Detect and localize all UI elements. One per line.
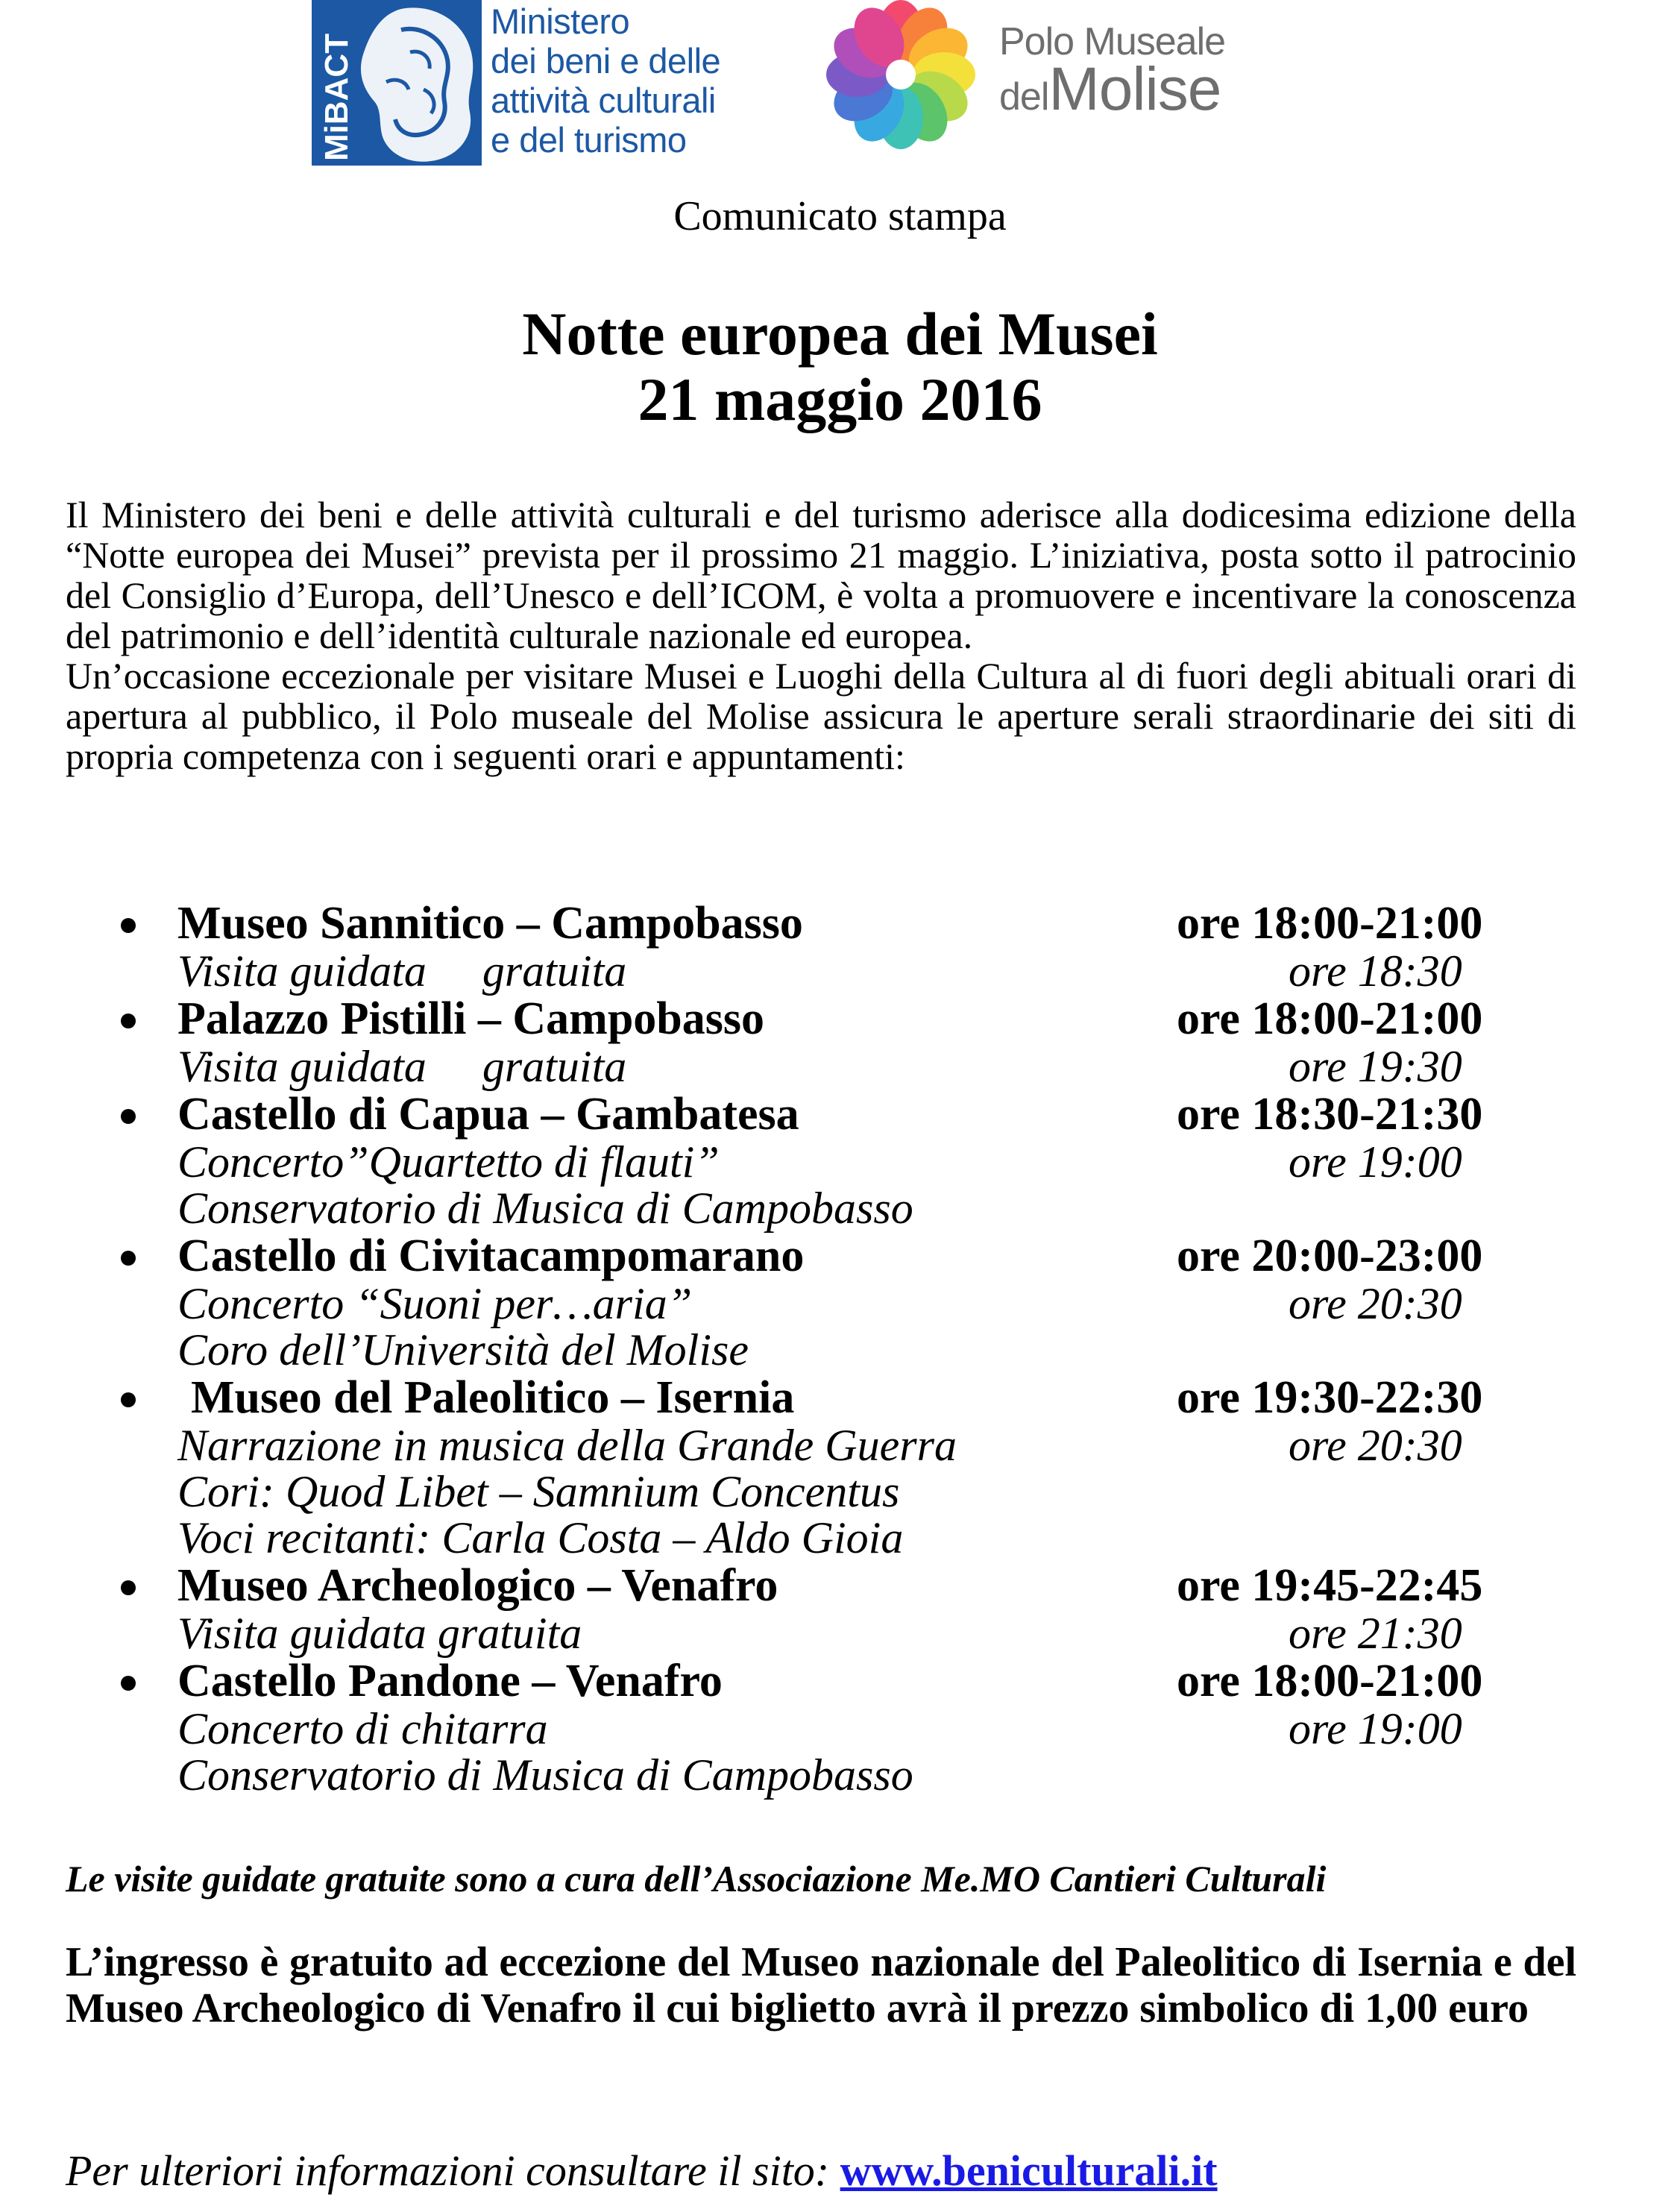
event-hours: ore 20:00-23:00 — [1177, 1231, 1483, 1281]
mibact-logo-line-1: Ministero — [491, 1, 630, 41]
event-venue: Palazzo Pistilli – Campobasso — [177, 993, 765, 1044]
website-link[interactable]: www.beniculturali.it — [840, 2146, 1218, 2195]
event-detail-text: Visita guidata gratuita — [177, 1609, 582, 1658]
event-detail-row — [0, 1515, 1680, 1561]
event-detail-time: ore 21:30 — [1289, 1609, 1462, 1658]
title-line-2: 21 maggio 2016 — [638, 365, 1042, 433]
event-hours: ore 18:00-21:00 — [1177, 1656, 1483, 1706]
event-detail-row — [0, 1752, 1680, 1798]
polo-logo-line-1: Polo Museale — [999, 20, 1226, 63]
event-detail-row — [0, 1043, 1680, 1090]
ticket-info: L’ingresso è gratuito ad eccezione del Museo nazionale del Paleolitico di Isernia e del Museo Archeologico di Venafro il cui biglietto avrà il prezzo simbolico di 1,00 euro — [66, 1939, 1576, 2032]
event-hours: ore 18:30-21:30 — [1177, 1089, 1483, 1140]
mibact-logo-line-4: e del turismo — [491, 120, 687, 160]
event-detail-text: Narrazione in musica della Grande Guerra — [177, 1421, 957, 1470]
event-detail-row — [0, 1281, 1680, 1327]
event-detail-row — [0, 1422, 1680, 1468]
event-header — [0, 1231, 1680, 1281]
event-header — [0, 1373, 1680, 1422]
more-info — [66, 2146, 1218, 2196]
event-detail-text: Visita guidata gratuita — [177, 946, 627, 996]
event-item — [0, 1561, 1680, 1656]
intro-paragraph-2: Un’occasione eccezionale per visitare Musei e Luoghi della Cultura al di fuori degli abituali orari di apertura al pubblico, il Polo museale del Molise assicura le aperture serali straordinarie dei siti di propria competenza con i seguenti orari e appuntamenti: — [66, 655, 1576, 777]
intro-text — [66, 494, 1576, 776]
event-detail-row — [0, 1185, 1680, 1231]
event-hours: ore 19:45-22:45 — [1177, 1560, 1483, 1611]
intro-paragraph-1: Il Ministero dei beni e delle attività culturali e del turismo aderisce alla dodicesima edizione della “Notte europea dei Musei” prevista per il prossimo 21 maggio. L’iniziativa, posta sotto il patrocinio del Consiglio d’Europa, dell’Unesco e dell’ICOM, è volta a promuovere e incentivare la conoscenza del patrimonio e dell’identità culturale nazionale ed europea. — [66, 494, 1576, 656]
event-detail-text: Conservatorio di Musica di Campobasso — [177, 1750, 913, 1800]
event-item — [0, 1656, 1680, 1798]
event-detail-text: Coro dell’Università del Molise — [177, 1325, 749, 1374]
event-detail-row — [0, 1327, 1680, 1373]
title-line-1: Notte europea dei Musei — [522, 300, 1158, 368]
guided-tours-note: Le visite guidate gratuite sono a cura dell’Associazione Me.MO Cantieri Culturali — [66, 1858, 1327, 1900]
page-title — [0, 301, 1680, 433]
event-detail-time: ore 19:00 — [1289, 1704, 1462, 1753]
event-detail-row — [0, 1139, 1680, 1185]
more-info-text: Per ulteriori informazioni consultare il sito: — [66, 2146, 840, 2195]
event-detail-text: Voci recitanti: Carla Costa – Aldo Gioia — [177, 1513, 904, 1562]
event-detail-row — [0, 948, 1680, 994]
polo-logo-molise: Molise — [1048, 55, 1221, 123]
polo-logo-line-2 — [999, 55, 1225, 124]
event-header — [0, 994, 1680, 1043]
event-detail-time: ore 19:00 — [1289, 1137, 1462, 1187]
event-hours: ore 18:00-21:00 — [1177, 898, 1483, 949]
event-header — [0, 899, 1680, 948]
polo-museale-logo-text — [999, 21, 1225, 124]
polo-logo-del: del — [999, 75, 1049, 119]
event-detail-time: ore 20:30 — [1289, 1421, 1462, 1470]
mibact-logo-mark — [312, 0, 482, 166]
event-header — [0, 1090, 1680, 1139]
event-header — [0, 1561, 1680, 1610]
event-detail-time: ore 20:30 — [1289, 1279, 1462, 1328]
events-list — [0, 899, 1680, 1798]
event-item — [0, 1373, 1680, 1561]
event-header — [0, 1656, 1680, 1706]
event-venue: Castello di Civitacampomarano — [177, 1231, 805, 1281]
event-venue: Castello di Capua – Gambatesa — [177, 1089, 799, 1140]
event-item — [0, 899, 1680, 994]
event-hours: ore 19:30-22:30 — [1177, 1372, 1483, 1423]
event-detail-text: Concerto di chitarra — [177, 1704, 548, 1753]
event-item — [0, 1090, 1680, 1231]
event-venue: Museo del Paleolitico – Isernia — [191, 1372, 795, 1423]
event-detail-row — [0, 1610, 1680, 1656]
event-detail-text: Concerto”Quartetto di flauti” — [177, 1137, 720, 1187]
bullet-icon — [121, 1580, 136, 1595]
mibact-vertical-text: MiBACT — [318, 33, 355, 161]
event-detail-text: Concerto “Suoni per…aria” — [177, 1279, 693, 1328]
event-detail-row — [0, 1706, 1680, 1752]
event-venue: Museo Sannitico – Campobasso — [177, 898, 803, 949]
bullet-icon — [121, 1109, 136, 1124]
bullet-icon — [121, 1251, 136, 1266]
event-detail-time: ore 18:30 — [1289, 946, 1462, 996]
mibact-logo-line-2: dei beni e delle — [491, 41, 721, 81]
event-detail-text: Visita guidata gratuita — [177, 1042, 627, 1091]
event-hours: ore 18:00-21:00 — [1177, 993, 1483, 1044]
header-logos — [0, 0, 1680, 172]
bullet-icon — [121, 1676, 136, 1691]
event-detail-time: ore 19:30 — [1289, 1042, 1462, 1091]
event-venue: Museo Archeologico – Venafro — [177, 1560, 778, 1611]
event-venue: Castello Pandone – Venafro — [177, 1656, 723, 1706]
event-item — [0, 994, 1680, 1090]
mibact-logo-line-3: attività culturali — [491, 81, 716, 120]
bullet-icon — [121, 918, 136, 933]
mibact-logo-text — [491, 1, 804, 160]
press-release-kicker: Comunicato stampa — [673, 193, 1007, 239]
event-detail-row — [0, 1468, 1680, 1515]
event-detail-text: Cori: Quod Libet – Samnium Concentus — [177, 1467, 900, 1516]
polo-museale-flower-logo — [826, 0, 975, 149]
event-detail-text: Conservatorio di Musica di Campobasso — [177, 1184, 913, 1233]
bullet-icon — [121, 1392, 136, 1407]
bullet-icon — [121, 1014, 136, 1028]
event-item — [0, 1231, 1680, 1373]
